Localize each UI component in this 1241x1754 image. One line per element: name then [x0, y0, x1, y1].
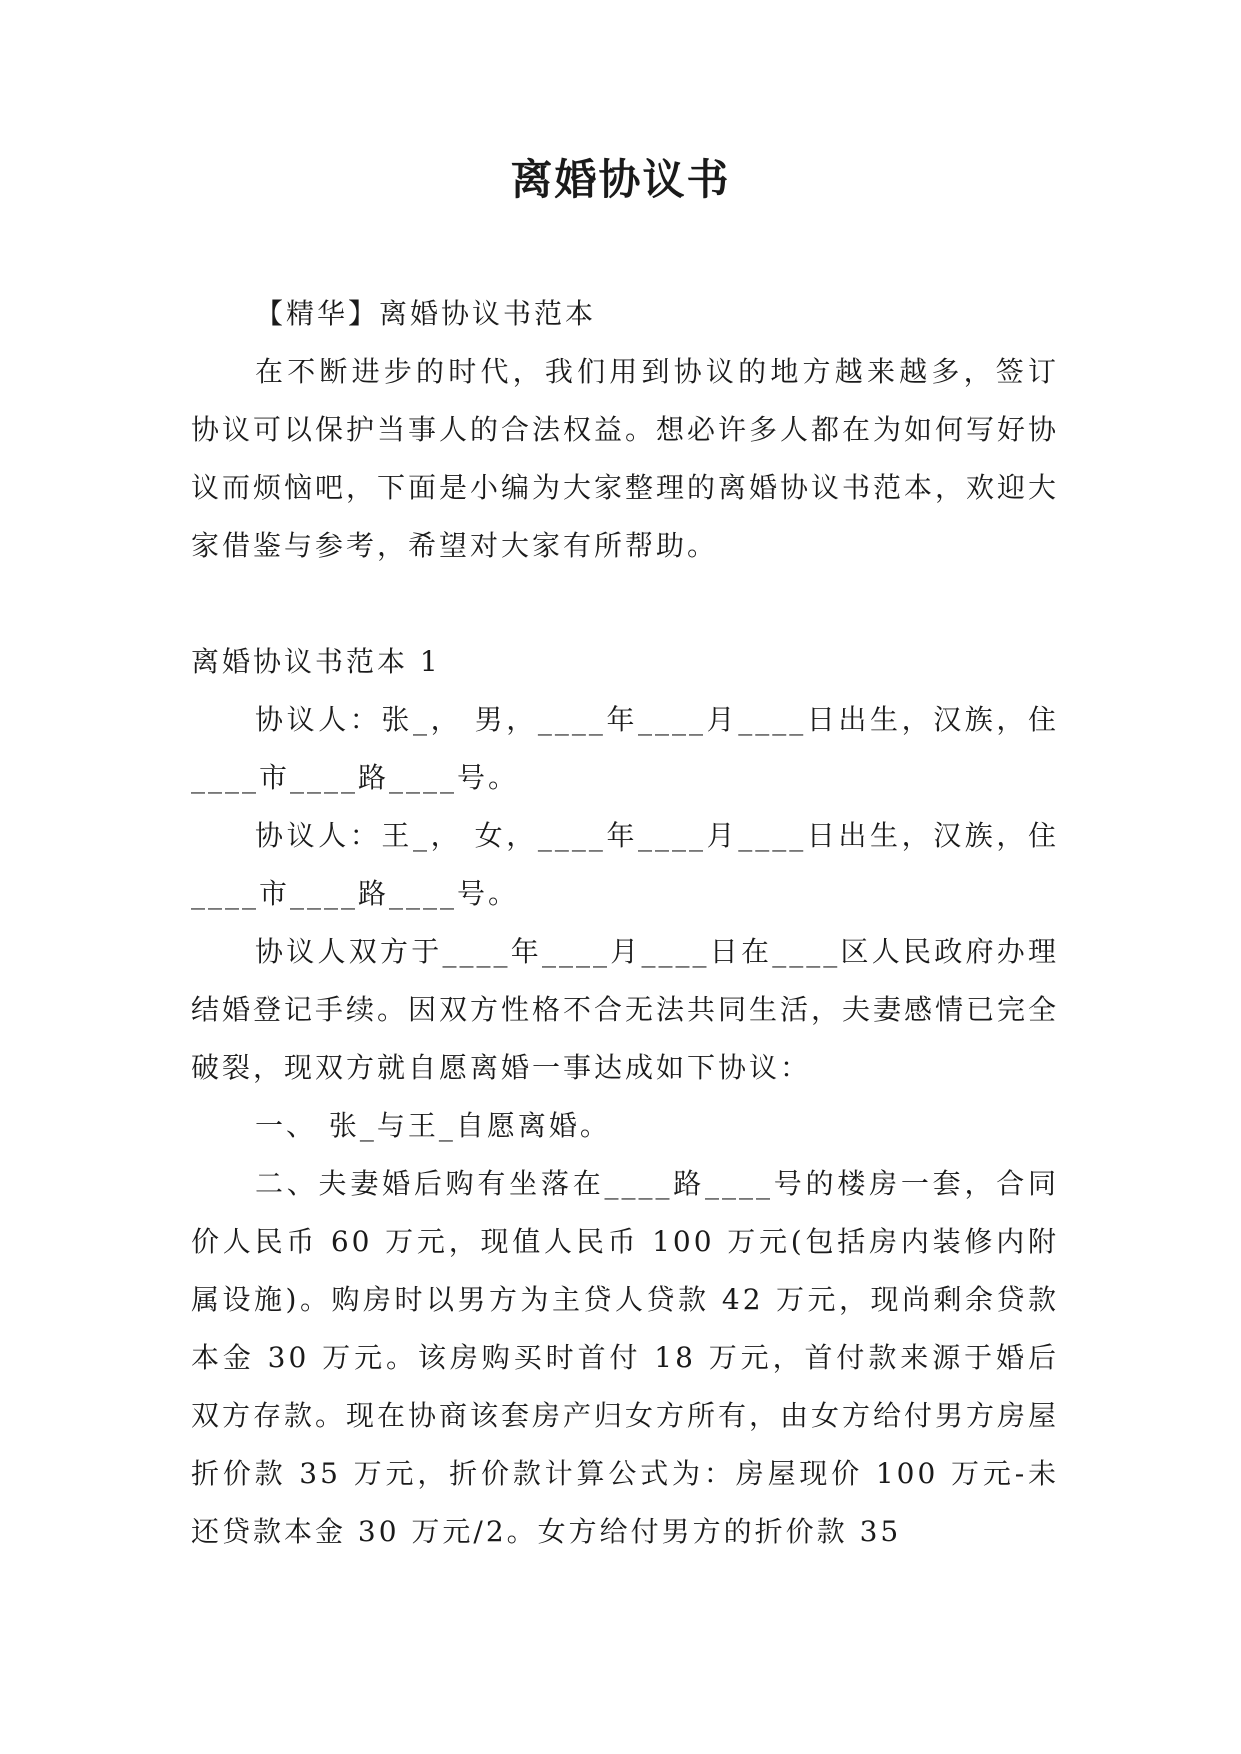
marriage-registration-paragraph: 协议人双方于____年____月____日在____区人民政府办理结婚登记手续。因双方性格不合无法共同生活，夫妻感情已完全破裂，现双方就自愿离婚一事达成如下协议： [191, 935, 1060, 1084]
clause-one-paragraph: 一、 张_与王_自愿离婚。 [255, 1109, 611, 1142]
party-two-paragraph: 协议人：王_， 女，____年____月____日出生，汉族，住____市____路____号。 [191, 819, 1059, 910]
party-one-paragraph: 协议人：张_， 男，____年____月____日出生，汉族，住____市____路____号。 [191, 703, 1059, 794]
document-title: 离婚协议书 [510, 155, 731, 204]
document-body [191, 285, 1059, 1561]
document-subtitle: 【精华】离婚协议书范本 [255, 297, 597, 330]
intro-paragraph: 在不断进步的时代，我们用到协议的地方越来越多，签订协议可以保护当事人的合法权益。想必许多人都在为如何写好协议而烦恼吧，下面是小编为大家整理的离婚协议书范本，欢迎大家借鉴与参考，希望对大家有所帮助。 [191, 355, 1060, 562]
section-heading: 离婚协议书范本 1 [191, 645, 441, 678]
clause-two-paragraph: 二、夫妻婚后购有坐落在____路____号的楼房一套，合同价人民币 60 万元，现值人民币 100 万元(包括房内装修内附属设施)。购房时以男方为主贷人贷款 42 万元，现尚剩余贷款本金 30 万元。该房购买时首付 18 万元，首付款来源于婚后双方存款。现在协商该套房产归女方所有，由女方给付男方房屋折价款 35 万元，折价款计算公式为：房屋现价 100 万元-未还贷款本金 30 万元/2。女方给付男方的折价款 35 [191, 1167, 1060, 1548]
